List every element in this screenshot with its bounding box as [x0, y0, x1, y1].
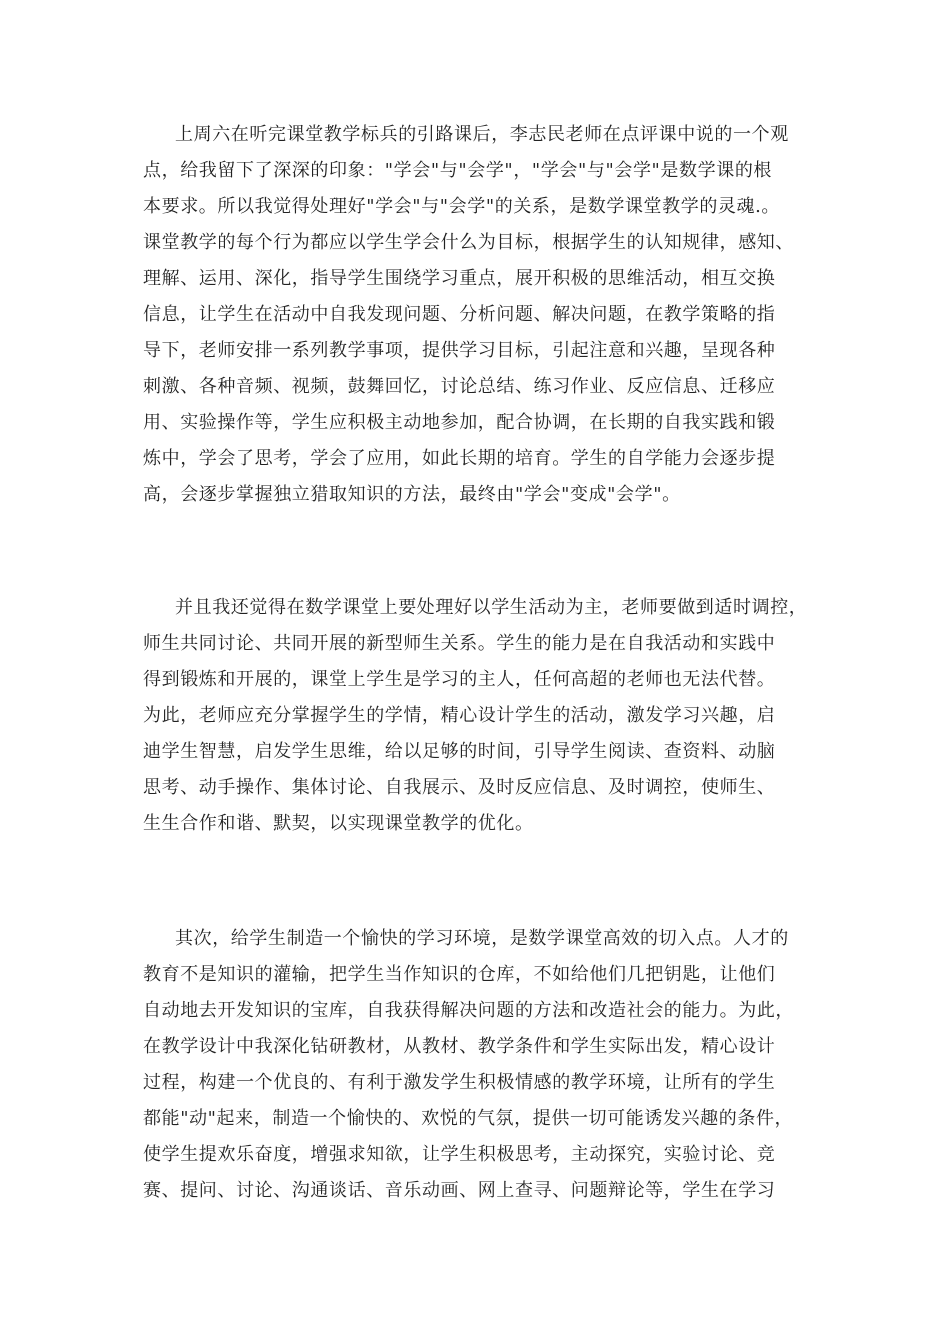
paragraph-line: 自动地去开发知识的宝库，自我获得解决问题的方法和改造社会的能力。为此， [143, 1000, 794, 1021]
paragraph-line: 思考、动手操作、集体讨论、自我展示、及时反应信息、及时调控，使师生、 [143, 777, 776, 798]
paragraph-line: 刺激、各种音频、视频，鼓舞回忆，讨论总结、练习作业、反应信息、迁移应 [143, 376, 776, 397]
paragraph-line: 师生共同讨论、共同开展的新型师生关系。学生的能力是在自我活动和实践中 [143, 633, 776, 654]
paragraph-line: 其次，给学生制造一个愉快的学习环境，是数学课堂高效的切入点。人才的 [175, 928, 789, 949]
paragraph-line: 本要求。所以我觉得处理好"学会"与"会学"的关系，是数学课堂教学的灵魂.。 [143, 196, 781, 217]
paragraph-line: 过程，构建一个优良的、有利于激发学生积极情感的教学环境，让所有的学生 [143, 1072, 776, 1093]
paragraph-line: 信息，让学生在活动中自我发现问题、分析问题、解决问题，在教学策略的指 [143, 304, 776, 325]
paragraph-line: 都能"动"起来，制造一个愉快的、欢悦的气氛，提供一切可能诱发兴趣的条件， [143, 1108, 794, 1129]
paragraph-line: 理解、运用、深化，指导学生围绕学习重点，展开积极的思维活动，相互交换 [143, 268, 776, 289]
paragraph-line: 为此，老师应充分掌握学生的学情，精心设计学生的活动，激发学习兴趣，启 [143, 705, 776, 726]
paragraph-line: 并且我还觉得在数学课堂上要处理好以学生活动为主，老师要做到适时调控， [175, 597, 808, 618]
paragraph-line: 生生合作和谐、默契，以实现课堂教学的优化。 [143, 813, 534, 834]
paragraph-line: 赛、提问、讨论、沟通谈话、音乐动画、网上查寻、问题辩论等，学生在学习 [143, 1180, 776, 1201]
paragraph-line: 在教学设计中我深化钻研教材，从教材、教学条件和学生实际出发，精心设计 [143, 1036, 776, 1057]
paragraph-line: 课堂教学的每个行为都应以学生学会什么为目标，根据学生的认知规律，感知、 [143, 232, 794, 253]
paragraph-line: 用、实验操作等，学生应积极主动地参加，配合协调，在长期的自我实践和锻 [143, 412, 776, 433]
paragraph-line: 上周六在听完课堂教学标兵的引路课后，李志民老师在点评课中说的一个观 [175, 124, 789, 145]
paragraph-line: 导下，老师安排一系列教学事项，提供学习目标，引起注意和兴趣，呈现各种 [143, 340, 776, 361]
paragraph-line: 炼中，学会了思考，学会了应用，如此长期的培育。学生的自学能力会逐步提 [143, 448, 776, 469]
paragraph-line: 得到锻炼和开展的，课堂上学生是学习的主人，任何高超的老师也无法代替。 [143, 669, 776, 690]
paragraph-line: 教育不是知识的灌输，把学生当作知识的仓库，不如给他们几把钥匙，让他们 [143, 964, 776, 985]
paragraph-line: 点，给我留下了深深的印象："学会"与"会学"，"学会"与"会学"是数学课的根 [143, 160, 773, 181]
paragraph-line: 迪学生智慧，启发学生思维，给以足够的时间，引导学生阅读、查资料、动脑 [143, 741, 776, 762]
paragraph-line: 高，会逐步掌握独立猎取知识的方法，最终由"学会"变成"会学"。 [143, 484, 681, 505]
paragraph-line: 使学生提欢乐奋度，增强求知欲，让学生积极思考，主动探究，实验讨论、竞 [143, 1144, 776, 1165]
